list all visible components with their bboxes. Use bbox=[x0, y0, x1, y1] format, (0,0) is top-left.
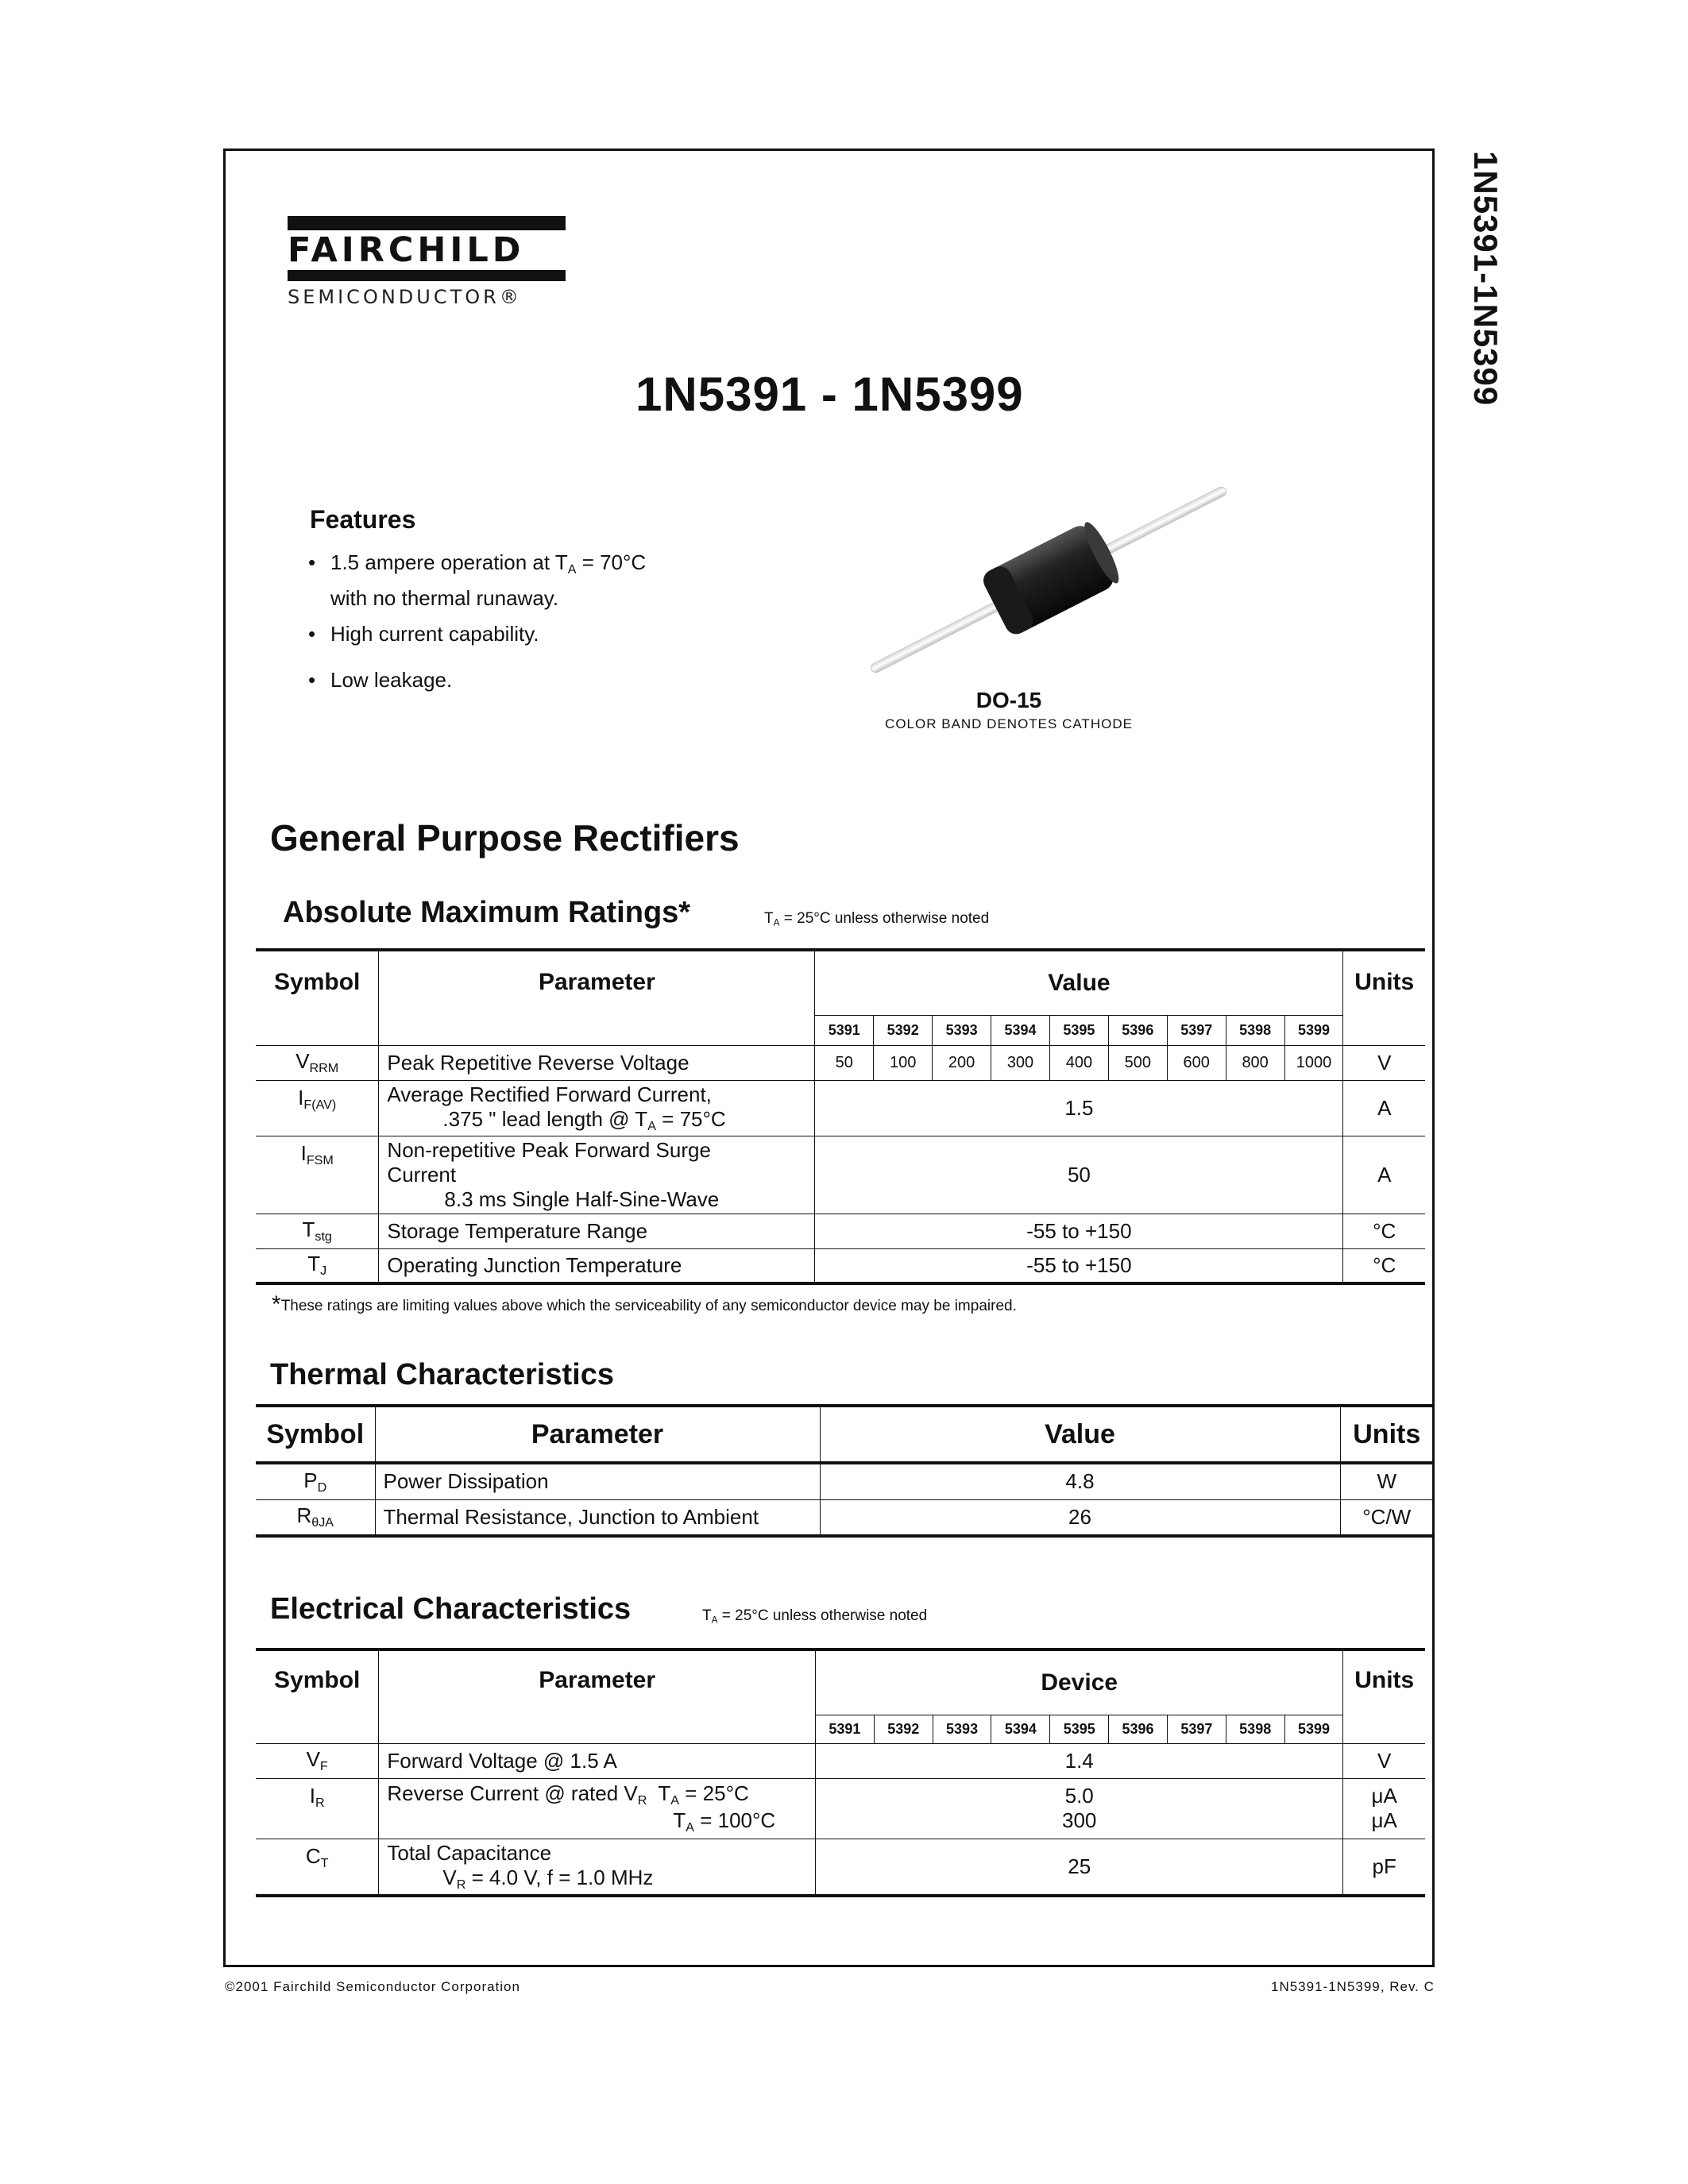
value-cell: 5.0 300 bbox=[815, 1778, 1342, 1839]
amr-row-tstg bbox=[256, 1214, 1425, 1248]
value-cell: 1.4 bbox=[815, 1743, 1342, 1778]
logo-top-bar bbox=[288, 216, 566, 230]
part-number: 5398 bbox=[1226, 1015, 1284, 1045]
section-title: General Purpose Rectifiers bbox=[270, 817, 740, 859]
units-cell: A bbox=[1343, 1136, 1425, 1214]
amr-row-ifav bbox=[256, 1080, 1425, 1136]
part-number: 5395 bbox=[1050, 1715, 1109, 1743]
fairchild-logo bbox=[288, 216, 566, 308]
part-number: 5391 bbox=[815, 1715, 874, 1743]
units-cell: W bbox=[1340, 1463, 1433, 1499]
header-units: Units bbox=[1340, 1406, 1433, 1463]
value-cell: 100 bbox=[874, 1045, 933, 1080]
symbol-cell: $V_F$ bbox=[256, 1743, 379, 1778]
feature-item: • High current capability. bbox=[308, 622, 539, 646]
logo-wordmark: FAIRCHILD bbox=[288, 230, 525, 270]
parameter-cell: Operating Junction Temperature bbox=[379, 1248, 815, 1283]
value-cell: 200 bbox=[933, 1045, 991, 1080]
value-cell: 600 bbox=[1167, 1045, 1226, 1080]
part-number: 5395 bbox=[1049, 1015, 1108, 1045]
value-cell: 50 bbox=[815, 1136, 1343, 1214]
header-symbol: Symbol bbox=[256, 950, 379, 1045]
thermal-row-rth bbox=[256, 1499, 1433, 1536]
value-cell: -55 to +150 bbox=[815, 1214, 1343, 1248]
feature-item: • Low leakage. bbox=[308, 668, 453, 692]
electrical-row-ir bbox=[256, 1778, 1425, 1839]
value-cell: 300 bbox=[991, 1045, 1050, 1080]
part-number: 5399 bbox=[1284, 1015, 1343, 1045]
part-number: 5392 bbox=[874, 1015, 933, 1045]
footer-revision: 1N5391-1N5399, Rev. C bbox=[1271, 1979, 1435, 1994]
part-number: 5393 bbox=[933, 1015, 991, 1045]
amr-heading: Absolute Maximum Ratings* bbox=[283, 896, 691, 929]
value-cell: 4.8 bbox=[820, 1463, 1340, 1499]
symbol-cell: $T_J$ bbox=[256, 1248, 379, 1283]
header-value: Value bbox=[820, 1406, 1340, 1463]
amr-table bbox=[256, 948, 1425, 1285]
symbol-cell: $R_{\theta JA}$ bbox=[256, 1499, 375, 1536]
side-title-text: 1N5391-1N5399 bbox=[1467, 151, 1505, 407]
amr-row-vrrm bbox=[256, 1045, 1425, 1080]
parameter-cell: Total Capacitance $V_R = 4.0$ V, f = 1.0 MHz bbox=[379, 1839, 816, 1896]
amr-footnote: *These ratings are limiting values above which the serviceability of any semiconductor device may be impaired. bbox=[272, 1291, 1017, 1318]
value-cell: 500 bbox=[1108, 1045, 1167, 1080]
units-cell: °C/W bbox=[1340, 1499, 1433, 1536]
parameter-cell: Storage Temperature Range bbox=[379, 1214, 815, 1248]
side-title bbox=[1460, 151, 1508, 484]
feature-item: • 1.5 ampere operation at $T_A = 70^\circ C$ with no thermal runaway. bbox=[308, 550, 647, 610]
electrical-condition: $T_A = 25^\circ C$ unless otherwise noted bbox=[702, 1607, 928, 1626]
units-cell: V bbox=[1343, 1045, 1425, 1080]
amr-header-row bbox=[256, 950, 1425, 1015]
symbol-cell: $I_{F(AV)}$ bbox=[256, 1080, 379, 1136]
parameter-cell: Average Rectified Forward Current, .375 " lead length @ $T_A = 75^\circ C$ bbox=[379, 1080, 815, 1136]
thermal-table bbox=[256, 1404, 1433, 1538]
thermal-header-row bbox=[256, 1406, 1433, 1463]
part-number: 5397 bbox=[1167, 1715, 1226, 1743]
header-parameter: Parameter bbox=[375, 1406, 820, 1463]
footer-copyright: ©2001 Fairchild Semiconductor Corporation bbox=[225, 1979, 520, 1994]
header-units: Units bbox=[1343, 1650, 1425, 1743]
units-cell: V bbox=[1343, 1743, 1425, 1778]
units-cell: μA μA bbox=[1343, 1778, 1425, 1839]
header-symbol: Symbol bbox=[256, 1650, 379, 1743]
symbol-cell: $I_R$ bbox=[256, 1778, 379, 1839]
header-device: Device bbox=[815, 1650, 1342, 1715]
value-cell: 400 bbox=[1049, 1045, 1108, 1080]
units-cell: pF bbox=[1343, 1839, 1425, 1896]
parameter-cell: Non-repetitive Peak Forward Surge Current 8.3 ms Single Half-Sine-Wave bbox=[379, 1136, 815, 1214]
package-note: COLOR BAND DENOTES CATHODE bbox=[885, 716, 1133, 731]
electrical-row-ct bbox=[256, 1839, 1425, 1896]
page-title: 1N5391 - 1N5399 bbox=[635, 368, 1024, 421]
units-cell: °C bbox=[1343, 1214, 1425, 1248]
value-cell: 800 bbox=[1226, 1045, 1284, 1080]
parameter-cell: Power Dissipation bbox=[375, 1463, 820, 1499]
value-cell: -55 to +150 bbox=[815, 1248, 1343, 1283]
part-number: 5394 bbox=[991, 1015, 1050, 1045]
part-number: 5391 bbox=[815, 1015, 874, 1045]
electrical-row-vf bbox=[256, 1743, 1425, 1778]
units-cell: °C bbox=[1343, 1248, 1425, 1283]
value-cell: 1000 bbox=[1284, 1045, 1343, 1080]
symbol-cell: $T_{stg}$ bbox=[256, 1214, 379, 1248]
value-cell: 1.5 bbox=[815, 1080, 1343, 1136]
value-cell: 26 bbox=[820, 1499, 1340, 1536]
thermal-row-pd bbox=[256, 1463, 1433, 1499]
symbol-cell: $P_D$ bbox=[256, 1463, 375, 1499]
value-cell: 25 bbox=[815, 1839, 1342, 1896]
features-heading: Features bbox=[310, 505, 416, 534]
do15-diode-image bbox=[858, 469, 1239, 691]
part-number: 5393 bbox=[933, 1715, 991, 1743]
header-parameter: Parameter bbox=[379, 950, 815, 1045]
units-cell: A bbox=[1343, 1080, 1425, 1136]
part-number: 5392 bbox=[874, 1715, 933, 1743]
parameter-cell: Peak Repetitive Reverse Voltage bbox=[379, 1045, 815, 1080]
logo-subtitle: SEMICONDUCTOR® bbox=[288, 286, 522, 308]
amr-row-ifsm bbox=[256, 1136, 1425, 1214]
header-symbol: Symbol bbox=[256, 1406, 375, 1463]
part-number: 5394 bbox=[991, 1715, 1050, 1743]
header-value: Value bbox=[815, 950, 1343, 1015]
electrical-table bbox=[256, 1648, 1425, 1897]
value-cell: 50 bbox=[815, 1045, 874, 1080]
header-units: Units bbox=[1343, 950, 1425, 1045]
symbol-cell: $V_{RRM}$ bbox=[256, 1045, 379, 1080]
symbol-cell: $C_T$ bbox=[256, 1839, 379, 1896]
header-parameter: Parameter bbox=[379, 1650, 816, 1743]
electrical-header-row bbox=[256, 1650, 1425, 1715]
part-number: 5396 bbox=[1109, 1715, 1168, 1743]
symbol-cell: $I_{FSM}$ bbox=[256, 1136, 379, 1214]
thermal-heading: Thermal Characteristics bbox=[270, 1358, 614, 1391]
part-number: 5396 bbox=[1108, 1015, 1167, 1045]
package-label: DO-15 bbox=[975, 688, 1042, 712]
electrical-heading: Electrical Characteristics bbox=[270, 1592, 632, 1626]
amr-condition: $T_A = 25^\circ C$ unless otherwise noted bbox=[764, 910, 990, 928]
part-number: 5398 bbox=[1226, 1715, 1284, 1743]
part-number: 5399 bbox=[1284, 1715, 1343, 1743]
logo-bottom-bar bbox=[288, 270, 566, 281]
part-number: 5397 bbox=[1167, 1015, 1226, 1045]
parameter-cell: Forward Voltage @ 1.5 A bbox=[379, 1743, 816, 1778]
parameter-cell: Thermal Resistance, Junction to Ambient bbox=[375, 1499, 820, 1536]
parameter-cell: Reverse Current @ rated $V_R$ $T_A = 25^\circ C$ $T_A = 100^\circ C$ bbox=[379, 1778, 816, 1839]
amr-row-tj bbox=[256, 1248, 1425, 1283]
